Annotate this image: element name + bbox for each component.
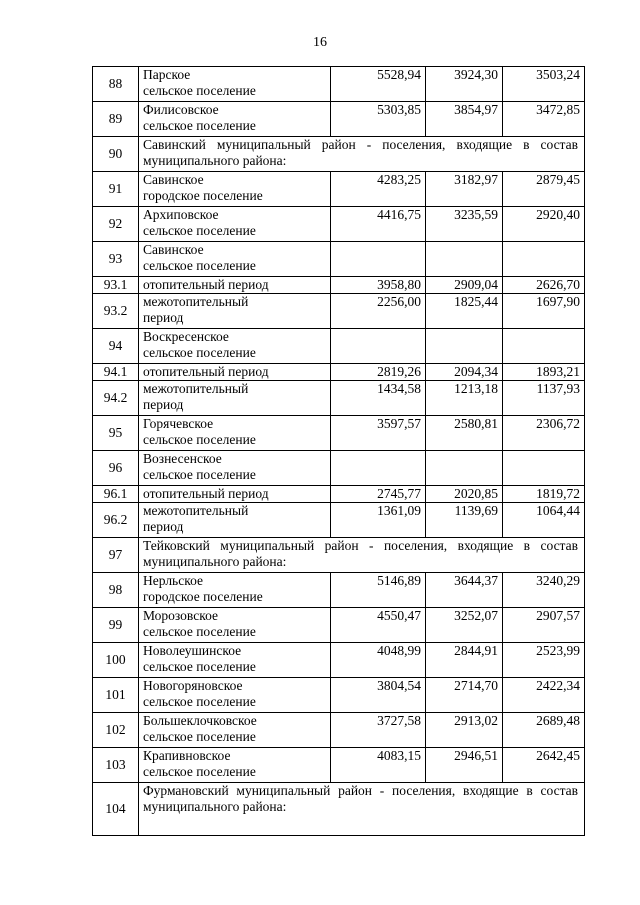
value-col-2 <box>426 329 503 364</box>
value-col-1 <box>331 451 426 486</box>
settlement-name: отопительный период <box>139 486 331 503</box>
value-col-2: 2020,85 <box>426 486 503 503</box>
settlement-name: Нерльское городское поселение <box>139 573 331 608</box>
value-col-2: 3854,97 <box>426 102 503 137</box>
value-col-3: 2920,40 <box>503 207 585 242</box>
value-col-3: 2626,70 <box>503 277 585 294</box>
table-row <box>93 277 585 294</box>
value-col-3: 1893,21 <box>503 364 585 381</box>
value-col-3 <box>503 242 585 277</box>
value-col-3: 1137,93 <box>503 381 585 416</box>
table-row <box>93 608 585 643</box>
value-col-2: 2946,51 <box>426 748 503 783</box>
row-number: 93.2 <box>93 294 139 329</box>
value-col-1: 3727,58 <box>331 713 426 748</box>
table-row <box>93 486 585 503</box>
row-number: 102 <box>93 713 139 748</box>
table-row <box>93 207 585 242</box>
value-col-1 <box>331 329 426 364</box>
value-col-2: 2094,34 <box>426 364 503 381</box>
row-number: 103 <box>93 748 139 783</box>
settlement-name: Архиповское сельское поселение <box>139 207 331 242</box>
value-col-3: 2306,72 <box>503 416 585 451</box>
value-col-3: 3503,24 <box>503 67 585 102</box>
value-col-1: 5528,94 <box>331 67 426 102</box>
value-col-1: 4048,99 <box>331 643 426 678</box>
table-row <box>93 242 585 277</box>
settlement-name: отопительный период <box>139 364 331 381</box>
page-number: 16 <box>313 35 327 50</box>
value-col-2: 1213,18 <box>426 381 503 416</box>
table-row <box>93 678 585 713</box>
value-col-1: 3597,57 <box>331 416 426 451</box>
settlement-name: Воскресенское сельское поселение <box>139 329 331 364</box>
value-col-2: 2580,81 <box>426 416 503 451</box>
value-col-1: 4283,25 <box>331 172 426 207</box>
settlement-name: Морозовское сельское поселение <box>139 608 331 643</box>
settlement-name: межотопительный период <box>139 294 331 329</box>
table-row <box>93 643 585 678</box>
value-col-2: 3182,97 <box>426 172 503 207</box>
row-number: 93 <box>93 242 139 277</box>
value-col-1: 5303,85 <box>331 102 426 137</box>
row-number: 96 <box>93 451 139 486</box>
value-col-2: 2909,04 <box>426 277 503 294</box>
value-col-2: 2913,02 <box>426 713 503 748</box>
value-col-2: 3235,59 <box>426 207 503 242</box>
settlement-name: Филисовское сельское поселение <box>139 102 331 137</box>
value-col-3: 2879,45 <box>503 172 585 207</box>
row-number: 100 <box>93 643 139 678</box>
settlement-name: межотопительный период <box>139 503 331 538</box>
value-col-3: 3240,29 <box>503 573 585 608</box>
table-row <box>93 748 585 783</box>
value-col-3: 1697,90 <box>503 294 585 329</box>
row-number: 92 <box>93 207 139 242</box>
row-number: 95 <box>93 416 139 451</box>
settlement-name: Парское сельское поселение <box>139 67 331 102</box>
settlement-name: Вознесенское сельское поселение <box>139 451 331 486</box>
value-col-2: 1825,44 <box>426 294 503 329</box>
table-row <box>93 364 585 381</box>
row-number: 104 <box>93 783 139 836</box>
row-number: 98 <box>93 573 139 608</box>
settlement-name: Новогоряновское сельское поселение <box>139 678 331 713</box>
value-col-3: 2422,34 <box>503 678 585 713</box>
value-col-3: 2523,99 <box>503 643 585 678</box>
value-col-3: 1819,72 <box>503 486 585 503</box>
table-row <box>93 573 585 608</box>
row-number: 96.2 <box>93 503 139 538</box>
value-col-1: 4550,47 <box>331 608 426 643</box>
value-col-2: 1139,69 <box>426 503 503 538</box>
table-row <box>93 329 585 364</box>
value-col-2 <box>426 242 503 277</box>
table-body <box>93 67 585 836</box>
value-col-2: 2844,91 <box>426 643 503 678</box>
row-number: 89 <box>93 102 139 137</box>
settlement-name: межотопительный период <box>139 381 331 416</box>
row-number: 94.2 <box>93 381 139 416</box>
district-heading: Фурмановский муниципальный район - поселения, входящие в состав муниципального района: <box>139 783 585 836</box>
district-heading: Тейковский муниципальный район - поселения, входящие в состав муниципального района: <box>139 538 585 573</box>
value-col-1: 3804,54 <box>331 678 426 713</box>
district-heading: Савинский муниципальный район - поселения, входящие в состав муниципального района: <box>139 137 585 172</box>
value-col-2: 3924,30 <box>426 67 503 102</box>
value-col-3 <box>503 451 585 486</box>
value-col-1: 5146,89 <box>331 573 426 608</box>
value-col-1: 2819,26 <box>331 364 426 381</box>
value-col-3: 2642,45 <box>503 748 585 783</box>
table-row <box>93 451 585 486</box>
table-row <box>93 67 585 102</box>
value-col-1: 4083,15 <box>331 748 426 783</box>
settlement-name: Горячевское сельское поселение <box>139 416 331 451</box>
settlement-name: Большеклочковское сельское поселение <box>139 713 331 748</box>
value-col-2: 3644,37 <box>426 573 503 608</box>
tariff-table <box>92 66 585 836</box>
value-col-1: 4416,75 <box>331 207 426 242</box>
settlement-name: отопительный период <box>139 277 331 294</box>
value-col-1: 2745,77 <box>331 486 426 503</box>
row-number: 96.1 <box>93 486 139 503</box>
row-number: 97 <box>93 538 139 573</box>
settlement-name: Савинское городское поселение <box>139 172 331 207</box>
settlement-name: Крапивновское сельское поселение <box>139 748 331 783</box>
table-row <box>93 137 585 172</box>
settlement-name: Савинское сельское поселение <box>139 242 331 277</box>
table-row <box>93 503 585 538</box>
table-row <box>93 102 585 137</box>
value-col-3: 3472,85 <box>503 102 585 137</box>
table-row <box>93 294 585 329</box>
row-number: 94 <box>93 329 139 364</box>
value-col-1: 1361,09 <box>331 503 426 538</box>
value-col-3: 2689,48 <box>503 713 585 748</box>
row-number: 90 <box>93 137 139 172</box>
value-col-2: 3252,07 <box>426 608 503 643</box>
row-number: 94.1 <box>93 364 139 381</box>
value-col-3 <box>503 329 585 364</box>
value-col-3: 1064,44 <box>503 503 585 538</box>
table-row <box>93 172 585 207</box>
row-number: 99 <box>93 608 139 643</box>
table-row <box>93 713 585 748</box>
value-col-1 <box>331 242 426 277</box>
value-col-2: 2714,70 <box>426 678 503 713</box>
value-col-1: 2256,00 <box>331 294 426 329</box>
table-row <box>93 381 585 416</box>
row-number: 88 <box>93 67 139 102</box>
row-number: 101 <box>93 678 139 713</box>
value-col-3: 2907,57 <box>503 608 585 643</box>
row-number: 91 <box>93 172 139 207</box>
value-col-1: 1434,58 <box>331 381 426 416</box>
table-row <box>93 538 585 573</box>
row-number: 93.1 <box>93 277 139 294</box>
value-col-2 <box>426 451 503 486</box>
table-row <box>93 783 585 836</box>
settlement-name: Новолеушинское сельское поселение <box>139 643 331 678</box>
table-row <box>93 416 585 451</box>
value-col-1: 3958,80 <box>331 277 426 294</box>
